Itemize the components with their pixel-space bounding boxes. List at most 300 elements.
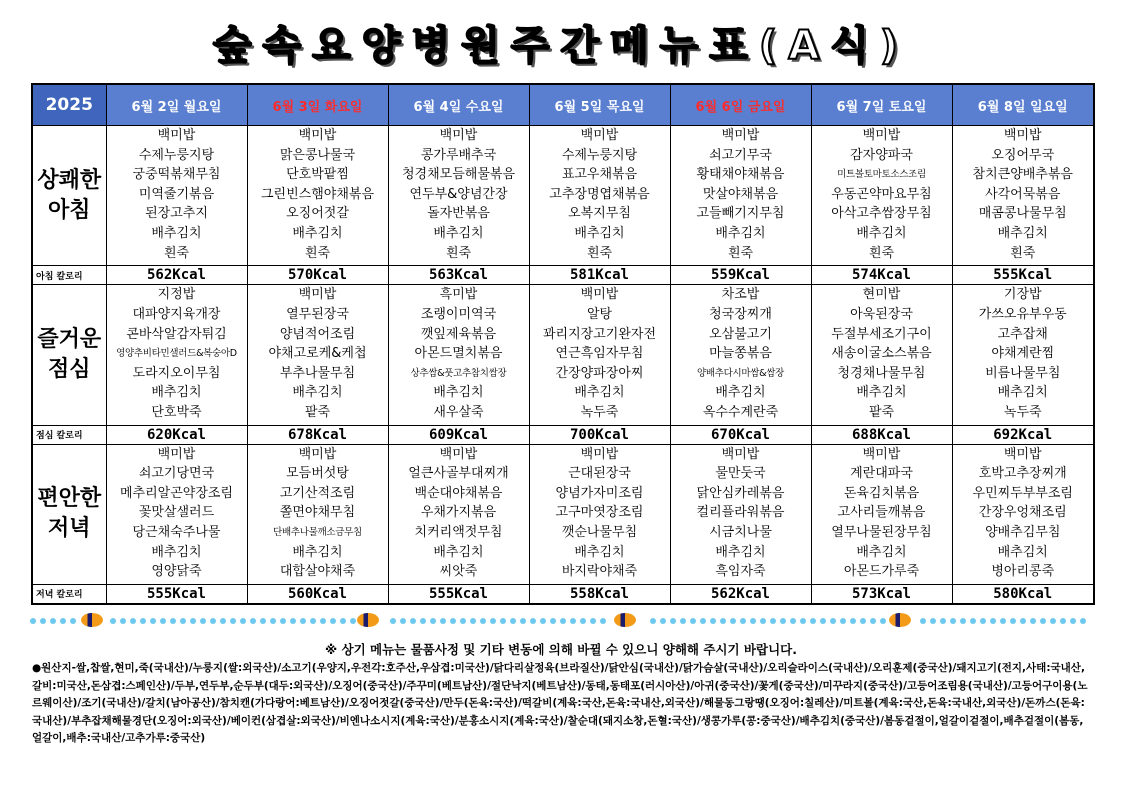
origin-text: ●원산지-쌀,찹쌀,현미,죽(국내산)/누룽지(쌀:외국산)/소고기(우양지,우전각:호주산,우삼겹:미국산)/닭다리살정육(브라질산)/닭안심(국내산)/닭가슴살(국내산)/오리슬라이스(국내산)/오리훈제(중국산)/돼지고기(전지,사태:국내산,갈비:미국산,돈삼겹:스페인산)/두부,연두부,순두부(대두:외국산)/오징어(중국산)/주꾸미(베트남산)/절단낙지(베트남산)/동태,동태포(러시아산)/아귀(중국산)/꽃게(중국산)/미꾸라지(중국산)/고등어조림용(국내산)/고등어구이용(노르웨이산)/조기(국내산)/갈치(남아공산)/참치캔(가다랑어:베트남산)/오징어젓갈(중국산)/만두(돈육:국산)/떡갈비(계육:국산,돈육:국내산,외국산)/해물동그랑땡(오징어:칠레산)/미트볼(계육:국산,돈육:국내산,외국산)/돈까스(돈육:국내산)/부추잡채해물경단(오징어:외국산)/베이컨(삼겹살:외국산)/비엔나소시지(계육:국산)/분홍소시지(계육:국산)/찰순대(돼지소창,돈혈:국산)/생콩가루(콩:중국산)/배추김치(중국산)/봄동겉절이,얼갈이겉절이,배추겉절이(봄동,얼갈이,배추:국내산/고추가루:중국산)	[32, 662, 1088, 744]
menu-item: 새송이굴소스볶음	[831, 346, 932, 362]
bubble-dot	[930, 618, 936, 624]
menu-item: 배추김치	[433, 385, 484, 401]
menu-item: 아욱된장국	[850, 306, 913, 322]
bubble-dot	[570, 618, 576, 624]
bubble-dot	[730, 618, 736, 624]
bubble-dot	[310, 618, 316, 624]
bubble-dot	[1050, 618, 1056, 624]
menu-item: 고사리들깨볶음	[837, 505, 926, 521]
menu-item: 모듬버섯탕	[286, 466, 349, 482]
bubble-dot	[830, 618, 836, 624]
menu-item: 영양닭죽	[151, 564, 202, 580]
menu-item: 백미밥	[721, 446, 760, 462]
menu-item: 맛살야채볶음	[702, 186, 779, 202]
menu-item: 콩가루배추국	[420, 147, 497, 163]
bubble-dot	[820, 618, 826, 624]
menu-item: 단호박팥찜	[286, 167, 349, 183]
menu-item: 고구마엿장조림	[555, 505, 644, 521]
menu-cell	[529, 285, 670, 425]
bubble-dot	[860, 618, 866, 624]
menu-cell	[388, 285, 529, 425]
menu-item: 배추김치	[997, 544, 1048, 560]
menu-item: 콘바삭알감자튀김	[126, 326, 227, 342]
bubble-dot	[1070, 618, 1076, 624]
bubble-dot	[710, 618, 716, 624]
bubble-dot	[480, 618, 486, 624]
menu-item: 양념가자미조림	[555, 485, 644, 501]
bubble-dot	[410, 618, 416, 624]
bubble-dot	[490, 618, 496, 624]
menu-item: 배추김치	[574, 544, 625, 560]
calorie-value: 692Kcal	[952, 425, 1094, 444]
bubble-dot	[140, 618, 146, 624]
menu-item: 연근흑임자무침	[555, 346, 644, 362]
menu-item: 된장고추지	[145, 206, 208, 222]
bubble-dot	[650, 618, 656, 624]
menu-item: 호박고추장찌개	[978, 466, 1067, 482]
bubble-dot	[260, 618, 266, 624]
menu-item: 배추김치	[292, 385, 343, 401]
meal-label-line: 즐거운	[37, 326, 102, 352]
bubble-dot	[920, 618, 926, 624]
menu-item: 깻잎제육볶음	[420, 326, 497, 342]
meal-row	[32, 126, 1094, 266]
bubble-dot	[230, 618, 236, 624]
bubble-dot	[320, 618, 326, 624]
calorie-value: 555Kcal	[952, 266, 1094, 285]
menu-item: 청국장찌개	[709, 306, 772, 322]
bubble-dot	[600, 618, 606, 624]
day-header: 6월 6일 금요일	[670, 84, 811, 126]
bubble-dot	[1000, 618, 1006, 624]
bubble-dot	[670, 618, 676, 624]
bubble-dot	[270, 618, 276, 624]
menu-cell	[952, 126, 1094, 266]
bubble-dot	[70, 618, 76, 624]
menu-item: 팥죽	[304, 404, 331, 420]
bubble-dot	[160, 618, 166, 624]
menu-item: 그린빈스햄야채볶음	[260, 186, 375, 202]
menu-item: 바지락야채죽	[561, 564, 638, 580]
bubble-dot	[690, 618, 696, 624]
menu-item: 참치큰양배추볶음	[972, 167, 1073, 183]
bubble-dot	[340, 618, 346, 624]
menu-item: 궁중떡볶채무침	[132, 167, 221, 183]
header-row	[32, 84, 1094, 126]
meal-label	[32, 285, 106, 425]
menu-item: 고들빼기지무침	[696, 206, 785, 222]
menu-item: 두절부세조기구이	[831, 326, 932, 342]
bubble-dot	[960, 618, 966, 624]
menu-item: 배추김치	[151, 225, 202, 241]
menu-item: 백미밥	[157, 128, 196, 143]
menu-item: 청경채모듬해물볶음	[401, 167, 516, 183]
menu-item: 배추김치	[997, 225, 1048, 241]
menu-item: 흑미밥	[439, 287, 478, 303]
bubble-dot	[880, 618, 886, 624]
calorie-value: 688Kcal	[811, 425, 952, 444]
bubble-dot	[280, 618, 286, 624]
menu-item: 백순대야채볶음	[414, 485, 503, 501]
menu-item: 컬리플라워볶음	[696, 505, 785, 521]
menu-item: 단호박죽	[151, 404, 202, 420]
bubble-dot	[780, 618, 786, 624]
menu-item: 미역줄기볶음	[138, 186, 215, 202]
calorie-value: 562Kcal	[106, 266, 247, 285]
menu-item: 꽃맛살샐러드	[138, 505, 215, 521]
menu-item: 옥수수계란죽	[702, 404, 779, 420]
menu-cell	[247, 444, 388, 584]
menu-item: 배추김치	[292, 544, 343, 560]
bubble-dot	[470, 618, 476, 624]
fish-icon	[614, 613, 636, 627]
bubble-dot	[850, 618, 856, 624]
menu-item: 연두부&양념간장	[409, 186, 508, 202]
bubble-dot	[940, 618, 946, 624]
bubble-dot	[520, 618, 526, 624]
calorie-value: 678Kcal	[247, 425, 388, 444]
menu-cell	[388, 444, 529, 584]
bubble-dot	[420, 618, 426, 624]
menu-item: 지정밥	[157, 287, 196, 303]
bubble-dot	[770, 618, 776, 624]
menu-item: 양배추김무침	[985, 525, 1061, 540]
menu-item: 간장우엉채조림	[978, 505, 1067, 521]
menu-item: 흰죽	[1010, 245, 1036, 261]
menu-item: 배추김치	[715, 385, 766, 401]
bubble-dot	[700, 618, 706, 624]
menu-item: 우동곤약마요무침	[831, 186, 932, 202]
day-header: 6월 2일 월요일	[106, 84, 247, 126]
menu-item: 닭안심카레볶음	[696, 485, 785, 501]
year-header: 2025	[32, 84, 106, 126]
calorie-value: 574Kcal	[811, 266, 952, 285]
menu-item: 수제누룽지탕	[138, 147, 215, 163]
menu-item: 녹두죽	[580, 404, 619, 420]
bubble-dot	[240, 618, 246, 624]
menu-item: 대합살야채죽	[279, 564, 356, 580]
menu-item: 배추김치	[856, 225, 907, 241]
bubble-dot	[840, 618, 846, 624]
menu-item: 매콤콩나물무침	[978, 206, 1067, 222]
bubble-dot	[210, 618, 216, 624]
menu-item: 야채계란찜	[991, 346, 1055, 362]
menu-item: 대파양지육개장	[132, 306, 221, 322]
meal-label	[32, 126, 106, 266]
bubble-dot	[1020, 618, 1026, 624]
menu-item: 흰죽	[445, 245, 472, 261]
calorie-row	[32, 425, 1094, 444]
bubble-dot	[1080, 618, 1086, 624]
menu-item: 흑임자죽	[715, 564, 766, 580]
day-header: 6월 7일 토요일	[811, 84, 952, 126]
menu-item: 양념적어조림	[279, 326, 356, 342]
bubble-dot	[510, 618, 516, 624]
bubble-dot	[760, 618, 766, 624]
bubble-dot	[980, 618, 986, 624]
menu-item: 감자양파국	[850, 147, 913, 163]
menu-item: 상추쌈&풋고추참치쌈장	[410, 367, 507, 379]
menu-item: 비름나물무침	[985, 365, 1061, 381]
menu-item: 병아리콩죽	[991, 564, 1055, 580]
menu-item: 수제누룽지탕	[561, 147, 638, 163]
menu-item: 고추장명엽채볶음	[549, 186, 650, 202]
bubble-divider	[30, 612, 1094, 632]
weekly-menu-table	[31, 83, 1095, 605]
bubble-dot	[130, 618, 136, 624]
menu-item: 양배추다시마쌈&쌈장	[696, 367, 784, 379]
menu-item: 배추김치	[151, 544, 202, 560]
menu-cell	[952, 285, 1094, 425]
menu-item: 흰죽	[163, 245, 190, 261]
menu-item: 아몬드멸치볶음	[414, 346, 503, 362]
menu-cell	[388, 126, 529, 266]
bubble-dot	[560, 618, 566, 624]
calorie-value: 609Kcal	[388, 425, 529, 444]
calorie-value: 670Kcal	[670, 425, 811, 444]
menu-item: 고추잡채	[997, 326, 1048, 342]
bubble-dot	[810, 618, 816, 624]
bubble-dot	[800, 618, 806, 624]
menu-cell	[529, 444, 670, 584]
bubble-dot	[50, 618, 56, 624]
meal-label-line: 저녁	[47, 516, 91, 542]
menu-item: 백미밥	[298, 446, 337, 462]
menu-item: 근대된장국	[568, 466, 631, 482]
bubble-dot	[390, 618, 396, 624]
menu-item: 흰죽	[304, 245, 331, 261]
menu-item: 부추나물무침	[279, 365, 356, 381]
menu-item: 현미밥	[862, 287, 901, 303]
menu-item: 황태채야채볶음	[696, 167, 785, 183]
calorie-value: 581Kcal	[529, 266, 670, 285]
menu-item: 배추김치	[997, 385, 1048, 401]
bubble-dot	[1010, 618, 1016, 624]
bubble-dot	[200, 618, 206, 624]
calorie-value: 555Kcal	[106, 584, 247, 604]
bubble-dot	[460, 618, 466, 624]
menu-item: 아몬드가루죽	[843, 564, 920, 580]
bubble-dot	[1040, 618, 1046, 624]
bubble-dot	[870, 618, 876, 624]
day-header: 6월 5일 목요일	[529, 84, 670, 126]
calorie-value: 563Kcal	[388, 266, 529, 285]
menu-item: 백미밥	[1003, 128, 1042, 143]
menu-item: 마늘쫑볶음	[709, 346, 772, 362]
menu-item: 흰죽	[727, 245, 754, 261]
menu-item: 간장양파장아찌	[555, 365, 644, 381]
menu-item: 백미밥	[439, 128, 478, 143]
bubble-dot	[580, 618, 586, 624]
calorie-label: 점심 칼로리	[32, 425, 106, 444]
meal-label-line: 편안한	[37, 486, 102, 512]
menu-item: 청경채나물무침	[837, 365, 926, 381]
menu-item: 백미밥	[157, 446, 196, 462]
calorie-value: 560Kcal	[247, 584, 388, 604]
menu-cell	[106, 126, 247, 266]
menu-item: 우민찌두부부조림	[972, 485, 1073, 501]
bubble-dot	[530, 618, 536, 624]
menu-item: 도라지오이무침	[132, 365, 221, 381]
bubble-dot	[110, 618, 116, 624]
calorie-value: 570Kcal	[247, 266, 388, 285]
menu-item: 야채고로케&케첩	[268, 346, 367, 362]
menu-item: 백미밥	[721, 128, 760, 143]
menu-item: 아삭고추쌈장무침	[831, 206, 932, 222]
menu-item: 당근채숙주나물	[132, 525, 221, 540]
calorie-value: 555Kcal	[388, 584, 529, 604]
menu-item: 메추리알곤약장조림	[119, 485, 234, 501]
menu-item: 오삼불고기	[709, 326, 772, 342]
menu-item: 백미밥	[862, 446, 901, 462]
menu-item: 돌자반볶음	[427, 206, 490, 222]
bubble-dot	[990, 618, 996, 624]
calorie-row	[32, 266, 1094, 285]
menu-item: 백미밥	[580, 287, 619, 303]
menu-item: 쇠고기당면국	[138, 466, 215, 482]
bubble-dot	[540, 618, 546, 624]
bubble-dot	[440, 618, 446, 624]
menu-item: 백미밥	[580, 128, 619, 143]
menu-item: 배추김치	[715, 544, 766, 560]
bubble-dot	[40, 618, 46, 624]
menu-item: 배추김치	[574, 225, 625, 241]
menu-item: 열무된장국	[286, 306, 349, 322]
menu-item: 배추김치	[151, 385, 202, 401]
day-header: 6월 4일 수요일	[388, 84, 529, 126]
bubble-dot	[500, 618, 506, 624]
bubble-dot	[330, 618, 336, 624]
menu-item: 새우살죽	[433, 404, 484, 420]
menu-cell	[952, 444, 1094, 584]
bubble-dot	[450, 618, 456, 624]
bubble-dot	[1030, 618, 1036, 624]
menu-item: 계란대파국	[850, 466, 913, 482]
calorie-label: 아침 칼로리	[32, 266, 106, 285]
menu-item: 백미밥	[580, 446, 619, 462]
meal-label-line: 점심	[47, 356, 91, 382]
menu-item: 조랭이미역국	[420, 306, 497, 322]
menu-item: 오징어무국	[991, 147, 1055, 163]
menu-cell	[247, 126, 388, 266]
menu-item: 백미밥	[1003, 446, 1042, 462]
menu-item: 씨앗죽	[439, 564, 478, 580]
calorie-value: 700Kcal	[529, 425, 670, 444]
menu-item: 고기산적조림	[279, 485, 356, 501]
bubble-dot	[190, 618, 196, 624]
menu-item: 배추김치	[715, 225, 766, 241]
menu-item: 얼큰사골부대찌개	[408, 466, 509, 482]
menu-item: 쫄면야채무침	[279, 505, 356, 521]
bubble-dot	[290, 618, 296, 624]
menu-item: 팥죽	[868, 404, 895, 420]
menu-item: 사각어묵볶음	[985, 186, 1061, 202]
bubble-dot	[550, 618, 556, 624]
bubble-dot	[950, 618, 956, 624]
calorie-value: 580Kcal	[952, 584, 1094, 604]
menu-cell	[811, 126, 952, 266]
calorie-value: 558Kcal	[529, 584, 670, 604]
menu-item: 오징어젓갈	[286, 206, 349, 222]
menu-cell	[670, 126, 811, 266]
calorie-value: 562Kcal	[670, 584, 811, 604]
menu-item: 우채가지볶음	[420, 505, 497, 521]
menu-cell	[529, 126, 670, 266]
bubble-dot	[790, 618, 796, 624]
menu-item: 알탕	[586, 306, 613, 322]
menu-item: 열무나물된장무침	[831, 525, 932, 540]
bubble-dot	[970, 618, 976, 624]
fish-icon	[889, 613, 911, 627]
calorie-row	[32, 584, 1094, 604]
menu-item: 오복지무침	[568, 206, 631, 222]
menu-item: 배추김치	[292, 225, 343, 241]
bubble-dot	[120, 618, 126, 624]
menu-item: 배추김치	[856, 544, 907, 560]
bubble-dot	[250, 618, 256, 624]
menu-cell	[811, 444, 952, 584]
bubble-dot	[150, 618, 156, 624]
meal-label	[32, 444, 106, 584]
menu-item: 단배추나물깨소금무침	[273, 527, 362, 538]
bubble-dot	[60, 618, 66, 624]
day-header: 6월 8일 일요일	[952, 84, 1094, 126]
bubble-dot	[400, 618, 406, 624]
day-header: 6월 3일 화요일	[247, 84, 388, 126]
bubble-dot	[660, 618, 666, 624]
menu-item: 기장밥	[1003, 287, 1042, 303]
meal-row	[32, 444, 1094, 584]
fish-icon	[357, 613, 379, 627]
menu-item: 차조밥	[721, 287, 760, 303]
bubble-dot	[1060, 618, 1066, 624]
menu-item: 표고우채볶음	[561, 167, 638, 183]
menu-cell	[106, 444, 247, 584]
menu-item: 치커리액젓무침	[414, 525, 503, 540]
calorie-value: 620Kcal	[106, 425, 247, 444]
calorie-value: 573Kcal	[811, 584, 952, 604]
menu-item: 배추김치	[433, 544, 484, 560]
bubble-dot	[750, 618, 756, 624]
notice-text: ※ 상기 메뉴는 물품사정 및 기타 변동에 의해 바뀔 수 있으니 양해해 주시기 바랍니다.	[325, 642, 797, 657]
meal-label-line: 상쾌한	[37, 167, 102, 193]
menu-item: 배추김치	[433, 225, 484, 241]
menu-item: 맑은콩나물국	[279, 147, 356, 163]
menu-item: 시금치나물	[709, 525, 772, 540]
menu-item: 배추김치	[856, 385, 907, 401]
menu-item: 영양추비타민샐러드&복숭아D	[116, 348, 237, 360]
bubble-dot	[680, 618, 686, 624]
bubble-dot	[430, 618, 436, 624]
menu-item: 흰죽	[586, 245, 613, 261]
menu-item: 가쓰오유부우동	[978, 306, 1067, 322]
menu-item: 쇠고기무국	[709, 147, 772, 163]
menu-cell	[106, 285, 247, 425]
menu-item: 백미밥	[439, 446, 478, 462]
bubble-dot	[180, 618, 186, 624]
bubble-dot	[300, 618, 306, 624]
bubble-dot	[590, 618, 596, 624]
menu-item: 백미밥	[298, 128, 337, 143]
menu-cell	[811, 285, 952, 425]
bubble-dot	[30, 618, 36, 624]
meal-row	[32, 285, 1094, 425]
menu-item: 돈육김치볶음	[843, 485, 920, 501]
bubble-dot	[220, 618, 226, 624]
menu-cell	[670, 285, 811, 425]
menu-item: 배추김치	[574, 385, 625, 401]
calorie-value: 559Kcal	[670, 266, 811, 285]
